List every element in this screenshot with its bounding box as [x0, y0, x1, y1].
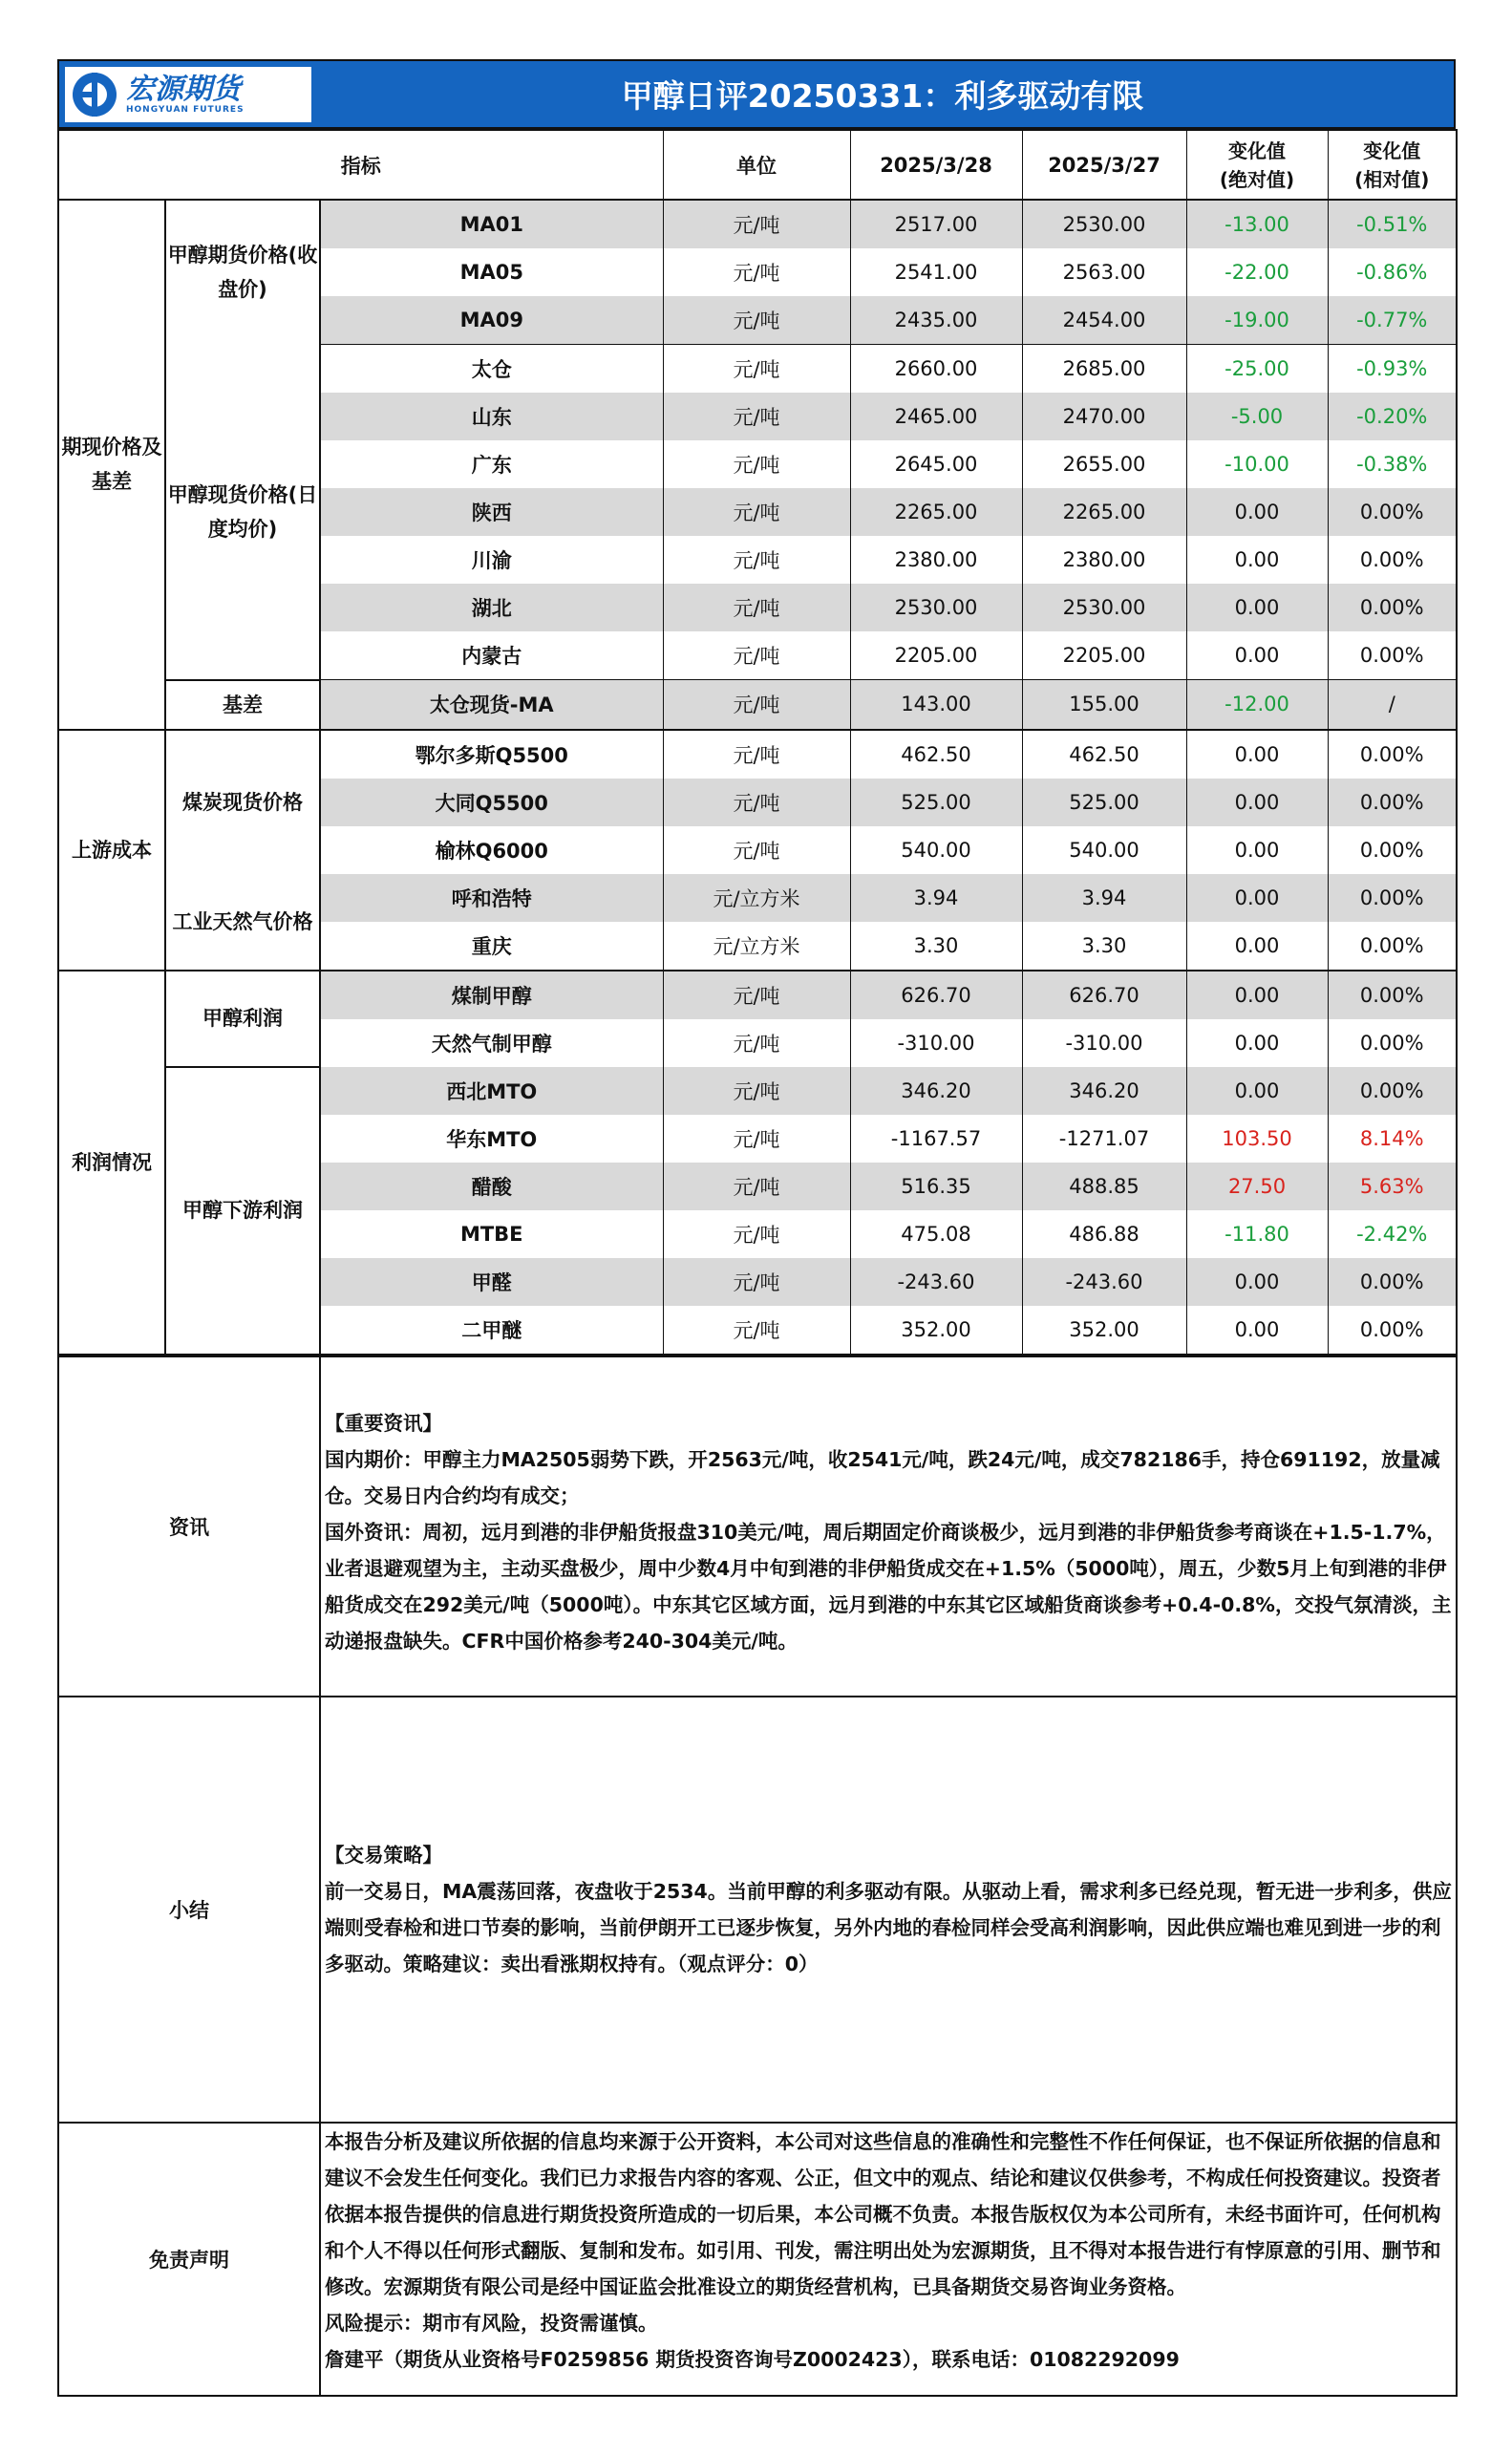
data-table: [57, 129, 1458, 1356]
row-unit: 元/吨: [663, 1210, 850, 1258]
row-abs-change: -11.80: [1186, 1210, 1328, 1258]
col-header-indicator: 指标: [58, 130, 663, 200]
row-value-date2: 2454.00: [1022, 296, 1186, 345]
col-header-date1: 2025/3/28: [850, 130, 1022, 200]
row-indicator: 甲醛: [320, 1258, 663, 1306]
row-value-date1: -1167.57: [850, 1115, 1022, 1163]
row-value-date2: 2530.00: [1022, 584, 1186, 631]
row-rel-change: 0.00%: [1328, 1258, 1457, 1306]
row-value-date2: 2470.00: [1022, 393, 1186, 440]
row-value-date1: -310.00: [850, 1019, 1022, 1067]
row-indicator: 鄂尔多斯Q5500: [320, 730, 663, 779]
row-abs-change: -19.00: [1186, 296, 1328, 345]
row-unit: 元/吨: [663, 1067, 850, 1115]
row-value-date1: 143.00: [850, 680, 1022, 730]
row-value-date2: 3.30: [1022, 922, 1186, 971]
row-indicator: 内蒙古: [320, 631, 663, 680]
row-value-date2: 525.00: [1022, 779, 1186, 826]
summary-content: [320, 1697, 1457, 2123]
row-value-date1: 352.00: [850, 1306, 1022, 1355]
row-indicator: 呼和浩特: [320, 874, 663, 922]
row-unit: 元/吨: [663, 1258, 850, 1306]
row-rel-change: 8.14%: [1328, 1115, 1457, 1163]
row-value-date2: 352.00: [1022, 1306, 1186, 1355]
summary-title: 【交易策略】: [325, 1843, 442, 1867]
row-rel-change: -0.20%: [1328, 393, 1457, 440]
group-basis: 基差: [165, 680, 320, 730]
row-indicator: 湖北: [320, 584, 663, 631]
row-abs-change: 0.00: [1186, 1258, 1328, 1306]
disclaimer-text: 本报告分析及建议所依据的信息均来源于公开资料，本公司对这些信息的准确性和完整性不作任何保证，也不保证所依据的信息和建议不会发生任何变化。我们已力求报告内容的客观、公正，但文中的观点、结论和建议仅供参考，不构成任何投资建议。投资者依据本报告提供的信息进行期货投资所造成的一切后果，本公司概不负责。本报告版权仅为本公司所有，未经书面许可，任何机构和个人不得以任何形式翻版、复制和发布。如引用、刊发，需注明出处为宏源期货，且不得对本报告进行有悖原意的引用、删节和修改。宏源期货有限公司是经中国证监会批准设立的期货经营机构，已具备期货交易咨询业务资格。: [325, 2129, 1441, 2298]
row-value-date1: 2435.00: [850, 296, 1022, 345]
row-rel-change: -0.86%: [1328, 248, 1457, 296]
row-value-date2: -243.60: [1022, 1258, 1186, 1306]
row-unit: 元/吨: [663, 345, 850, 394]
table-row: [58, 730, 1457, 779]
row-value-date2: 2655.00: [1022, 440, 1186, 488]
row-value-date1: 2380.00: [850, 536, 1022, 584]
col-header-date2: 2025/3/27: [1022, 130, 1186, 200]
row-unit: 元/吨: [663, 440, 850, 488]
row-value-date1: 2265.00: [850, 488, 1022, 536]
row-abs-change: -10.00: [1186, 440, 1328, 488]
row-abs-change: 0.00: [1186, 488, 1328, 536]
col-header-unit: 单位: [663, 130, 850, 200]
row-rel-change: 0.00%: [1328, 488, 1457, 536]
row-unit: 元/吨: [663, 1163, 850, 1210]
row-unit: 元/吨: [663, 1019, 850, 1067]
row-value-date1: 462.50: [850, 730, 1022, 779]
company-logo: [65, 67, 311, 122]
table-row: [58, 971, 1457, 1019]
row-value-date2: 488.85: [1022, 1163, 1186, 1210]
table-row: [58, 874, 1457, 922]
row-value-date2: 540.00: [1022, 826, 1186, 874]
summary-text: 前一交易日，MA震荡回落，夜盘收于2534。当前甲醇的利多驱动有限。从驱动上看，需求利多已经兑现，暂无进一步利多，供应端则受春检和进口节奏的影响，当前伊朗开工已逐步恢复，另外内地的春检同样会受高利润影响，因此供应端也难见到进一步的利多驱动。策略建议：卖出看涨期权持有。（观点评分：0）: [325, 1879, 1452, 1975]
row-value-date1: 346.20: [850, 1067, 1022, 1115]
row-value-date1: 540.00: [850, 826, 1022, 874]
row-unit: 元/吨: [663, 536, 850, 584]
row-abs-change: -22.00: [1186, 248, 1328, 296]
row-value-date2: -310.00: [1022, 1019, 1186, 1067]
row-abs-change: 0.00: [1186, 584, 1328, 631]
row-rel-change: 0.00%: [1328, 631, 1457, 680]
row-abs-change: -13.00: [1186, 200, 1328, 248]
row-indicator: 二甲醚: [320, 1306, 663, 1355]
row-value-date2: 2530.00: [1022, 200, 1186, 248]
report-title: 甲醇日评20250331：利多驱动有限: [621, 77, 1144, 115]
row-abs-change: 0.00: [1186, 922, 1328, 971]
rel-change-line1: 变化值: [1363, 139, 1421, 162]
news-title: 【重要资讯】: [325, 1411, 442, 1435]
row-rel-change: 0.00%: [1328, 1067, 1457, 1115]
row-value-date2: 2205.00: [1022, 631, 1186, 680]
row-rel-change: 0.00%: [1328, 779, 1457, 826]
row-unit: 元/吨: [663, 730, 850, 779]
row-abs-change: 27.50: [1186, 1163, 1328, 1210]
row-value-date1: -243.60: [850, 1258, 1022, 1306]
row-rel-change: 0.00%: [1328, 1306, 1457, 1355]
row-value-date1: 626.70: [850, 971, 1022, 1019]
news-content: [320, 1356, 1457, 1697]
row-unit: 元/吨: [663, 779, 850, 826]
row-value-date2: 346.20: [1022, 1067, 1186, 1115]
row-value-date1: 3.94: [850, 874, 1022, 922]
row-value-date1: 2541.00: [850, 248, 1022, 296]
row-unit: 元/吨: [663, 1115, 850, 1163]
row-indicator: 川渝: [320, 536, 663, 584]
row-abs-change: 0.00: [1186, 631, 1328, 680]
row-unit: 元/吨: [663, 248, 850, 296]
row-value-date1: 2465.00: [850, 393, 1022, 440]
row-abs-change: 0.00: [1186, 971, 1328, 1019]
row-value-date1: 2660.00: [850, 345, 1022, 394]
row-abs-change: 103.50: [1186, 1115, 1328, 1163]
news-foreign: 国外资讯：周初，远月到港的非伊船货报盘310美元/吨，周后期固定价商谈极少，远月到港的非伊船货参考商谈在+1.5-1.7%，业者退避观望为主，主动买盘极少，周中少数4月中旬到港的非伊船货成交在+1.5%（5000吨），周五，少数5月上旬到港的非伊船货成交在292美元/吨（5000吨）。中东其它区域方面，远月到港的中东其它区域船货商谈参考+0.4-0.8%，交投气氛清淡，主动递报盘缺失。CFR中国价格参考240-304美元/吨。: [325, 1520, 1452, 1653]
row-rel-change: -0.51%: [1328, 200, 1457, 248]
row-rel-change: -0.93%: [1328, 345, 1457, 394]
row-value-date1: 516.35: [850, 1163, 1022, 1210]
row-indicator: MTBE: [320, 1210, 663, 1258]
row-unit: 元/吨: [663, 488, 850, 536]
row-rel-change: 0.00%: [1328, 826, 1457, 874]
row-indicator: MA05: [320, 248, 663, 296]
text-blocks: [57, 1356, 1458, 2397]
table-row: [58, 1067, 1457, 1115]
row-rel-change: 0.00%: [1328, 971, 1457, 1019]
section-upstream: 上游成本: [58, 730, 165, 971]
row-value-date1: 2530.00: [850, 584, 1022, 631]
news-label: 资讯: [58, 1356, 320, 1697]
group-gas: 工业天然气价格: [165, 874, 320, 971]
row-abs-change: 0.00: [1186, 874, 1328, 922]
row-indicator: 醋酸: [320, 1163, 663, 1210]
row-indicator: 广东: [320, 440, 663, 488]
summary-label: 小结: [58, 1697, 320, 2123]
logo-icon: [71, 71, 118, 118]
row-value-date1: 475.08: [850, 1210, 1022, 1258]
group-spot: 甲醇现货价格(日度均价): [165, 345, 320, 680]
group-futures: 甲醇期货价格(收盘价): [165, 200, 320, 345]
row-unit: 元/吨: [663, 680, 850, 730]
row-indicator: 太仓现货-MA: [320, 680, 663, 730]
row-value-date2: 155.00: [1022, 680, 1186, 730]
row-indicator: 榆林Q6000: [320, 826, 663, 874]
row-rel-change: -0.38%: [1328, 440, 1457, 488]
row-unit: 元/吨: [663, 200, 850, 248]
report-header: [57, 59, 1456, 129]
table-header-row: [58, 130, 1457, 200]
row-value-date2: -1271.07: [1022, 1115, 1186, 1163]
group-downstream_profit: 甲醇下游利润: [165, 1067, 320, 1355]
section-profit: 利润情况: [58, 971, 165, 1355]
author-info: 詹建平（期货从业资格号F0259856 期货投资咨询号Z0002423），联系电话：01082292099: [325, 2347, 1180, 2371]
table-row: [58, 345, 1457, 394]
summary-row: [58, 1697, 1457, 2123]
row-value-date1: 525.00: [850, 779, 1022, 826]
row-indicator: MA01: [320, 200, 663, 248]
logo-text-cn: 宏源期货: [126, 73, 241, 106]
row-indicator: 西北MTO: [320, 1067, 663, 1115]
row-rel-change: /: [1328, 680, 1457, 730]
row-abs-change: -25.00: [1186, 345, 1328, 394]
row-rel-change: 5.63%: [1328, 1163, 1457, 1210]
row-rel-change: -2.42%: [1328, 1210, 1457, 1258]
row-rel-change: 0.00%: [1328, 922, 1457, 971]
row-value-date1: 2645.00: [850, 440, 1022, 488]
row-abs-change: 0.00: [1186, 1306, 1328, 1355]
row-rel-change: 0.00%: [1328, 874, 1457, 922]
row-rel-change: 0.00%: [1328, 730, 1457, 779]
logo-text-en: HONGYUAN FUTURES: [126, 105, 245, 115]
row-value-date1: 3.30: [850, 922, 1022, 971]
row-value-date2: 2685.00: [1022, 345, 1186, 394]
row-unit: 元/吨: [663, 971, 850, 1019]
row-value-date2: 486.88: [1022, 1210, 1186, 1258]
row-indicator: 天然气制甲醇: [320, 1019, 663, 1067]
news-domestic: 国内期价：甲醇主力MA2505弱势下跌，开2563元/吨，收2541元/吨，跌24元/吨，成交782186手，持仓691192，放量减仓。交易日内合约均有成交；: [325, 1447, 1440, 1507]
abs-change-line2: (绝对值): [1219, 167, 1295, 191]
col-header-abs-change: [1186, 130, 1328, 200]
row-rel-change: 0.00%: [1328, 1019, 1457, 1067]
row-abs-change: -5.00: [1186, 393, 1328, 440]
row-value-date2: 2563.00: [1022, 248, 1186, 296]
row-unit: 元/立方米: [663, 874, 850, 922]
row-value-date1: 2205.00: [850, 631, 1022, 680]
row-value-date2: 2265.00: [1022, 488, 1186, 536]
row-abs-change: 0.00: [1186, 730, 1328, 779]
disclaimer-row: [58, 2123, 1457, 2396]
row-unit: 元/吨: [663, 631, 850, 680]
disclaimer-content: [320, 2123, 1457, 2396]
row-abs-change: 0.00: [1186, 779, 1328, 826]
row-unit: 元/吨: [663, 1306, 850, 1355]
row-unit: 元/吨: [663, 826, 850, 874]
row-unit: 元/吨: [663, 296, 850, 345]
row-abs-change: 0.00: [1186, 536, 1328, 584]
row-indicator: 华东MTO: [320, 1115, 663, 1163]
row-unit: 元/吨: [663, 393, 850, 440]
disclaimer-label: 免责声明: [58, 2123, 320, 2396]
table-row: [58, 680, 1457, 730]
rel-change-line2: (相对值): [1354, 167, 1430, 191]
row-indicator: 太仓: [320, 345, 663, 394]
report-sheet: [57, 59, 1456, 2397]
row-value-date1: 2517.00: [850, 200, 1022, 248]
row-abs-change: 0.00: [1186, 1067, 1328, 1115]
risk-notice: 风险提示：期市有风险，投资需谨慎。: [325, 2311, 658, 2335]
row-value-date2: 462.50: [1022, 730, 1186, 779]
row-unit: 元/吨: [663, 584, 850, 631]
abs-change-line1: 变化值: [1228, 139, 1286, 162]
row-value-date2: 3.94: [1022, 874, 1186, 922]
row-indicator: 陕西: [320, 488, 663, 536]
row-abs-change: 0.00: [1186, 1019, 1328, 1067]
row-value-date2: 2380.00: [1022, 536, 1186, 584]
row-rel-change: -0.77%: [1328, 296, 1457, 345]
row-rel-change: 0.00%: [1328, 536, 1457, 584]
row-indicator: 大同Q5500: [320, 779, 663, 826]
row-rel-change: 0.00%: [1328, 584, 1457, 631]
row-abs-change: 0.00: [1186, 826, 1328, 874]
row-indicator: 重庆: [320, 922, 663, 971]
group-coal: 煤炭现货价格: [165, 730, 320, 874]
section-futures_spot: 期现价格及基差: [58, 200, 165, 730]
row-abs-change: -12.00: [1186, 680, 1328, 730]
row-indicator: MA09: [320, 296, 663, 345]
news-row: [58, 1356, 1457, 1697]
row-value-date2: 626.70: [1022, 971, 1186, 1019]
group-methanol_profit: 甲醇利润: [165, 971, 320, 1067]
table-row: [58, 200, 1457, 248]
row-indicator: 煤制甲醇: [320, 971, 663, 1019]
row-indicator: 山东: [320, 393, 663, 440]
col-header-rel-change: [1328, 130, 1457, 200]
row-unit: 元/立方米: [663, 922, 850, 971]
